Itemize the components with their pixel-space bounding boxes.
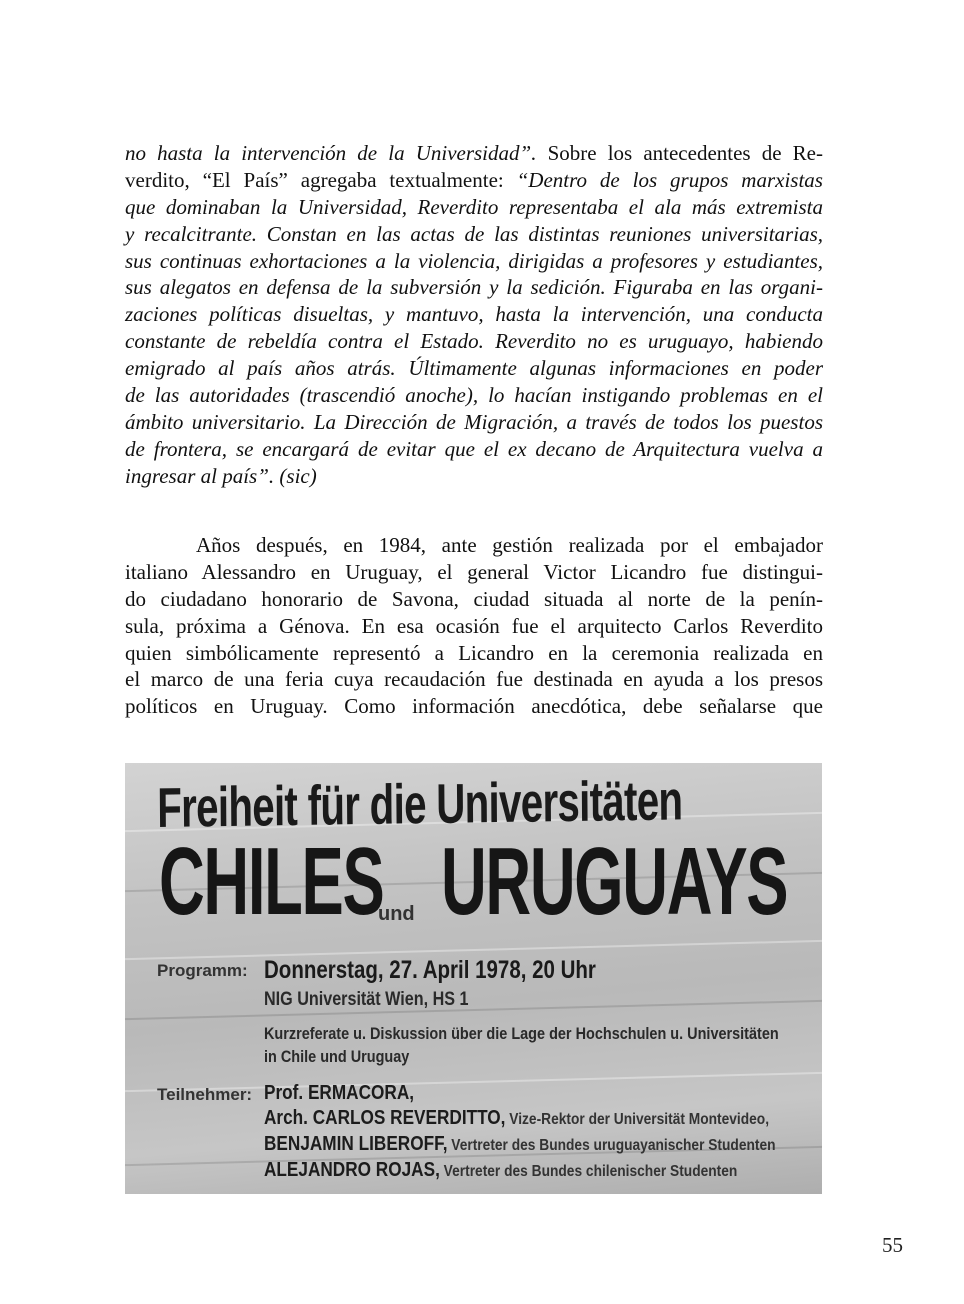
text-line: constante de rebeldía contra el Estado. Reverdito no es uruguayo, habiendo xyxy=(125,329,823,354)
poster-headline-und: und xyxy=(378,903,415,925)
poster-description: in Chile und Uruguay xyxy=(264,1047,410,1066)
text-line: zaciones políticas disueltas, y mantuvo, hasta la intervención, una conducta xyxy=(125,302,823,327)
participant-name: Arch. CARLOS REVERDITTO, xyxy=(264,1107,506,1129)
poster-teilnehmer-label: Teilnehmer: xyxy=(157,1085,253,1104)
text-line: ámbito universitario. La Dirección de Migración, a través de todos los puestos xyxy=(125,409,823,434)
text-line: sula, próxima a Génova. En esa ocasión fue el arquitecto Carlos Reverdito xyxy=(125,613,823,638)
text-line: políticos en Uruguay. Como información anecdótica, debe señalarse que xyxy=(125,694,823,719)
text-line: quien simbólicamente representó a Licandro en la ceremonia realizada en xyxy=(125,640,823,665)
poster-wrinkle xyxy=(125,999,822,1020)
text-line: el marco de una feria cuya recaudación fue destinada en ayuda a los presos xyxy=(125,667,823,692)
poster-venue: NIG Universität Wien, HS 1 xyxy=(264,989,469,1010)
poster-photo xyxy=(125,763,822,1194)
text-line: sus alegatos en defensa de la subversión y la sedición. Figuraba en las organi- xyxy=(125,275,823,300)
poster-headline-chiles: CHILES xyxy=(159,828,384,935)
text-line: de frontera, se encargará de evitar que el ex decano de Arquitectura vuelva a xyxy=(125,436,823,461)
participant-name: BENJAMIN LIBEROFF, xyxy=(264,1133,448,1155)
poster-title: Freiheit für die Universitäten xyxy=(157,768,683,839)
poster-participant xyxy=(264,1159,737,1182)
text-line xyxy=(125,167,823,194)
text-line: italiano Alessandro en Uruguay, el general Victor Licandro fue distingui- xyxy=(125,559,823,584)
text-line: de las autoridades (trascendió anoche), lo hacían instigando problemas en el xyxy=(125,383,823,408)
body-paragraph xyxy=(125,532,823,720)
narrative-fragment: Sobre los antecedentes de Re- xyxy=(536,141,823,165)
narrative-fragment: verdito, “El País” agregaba textualmente: xyxy=(125,167,517,192)
quote-fragment: “Dentro de los grupos marxistas xyxy=(516,167,823,192)
participant-role: Vize-Rektor der Universität Montevideo, xyxy=(505,1111,770,1128)
text-line: ingresar al país”. (sic) xyxy=(125,463,317,488)
page-number: 55 xyxy=(882,1233,903,1257)
text-line: sus continuas exhortaciones a la violencia, dirigidas a profesores y estudiantes, xyxy=(125,248,823,273)
text-line: que dominaban la Universidad, Reverdito representaba el ala más extremista xyxy=(125,194,823,219)
quote-block xyxy=(125,140,823,490)
text-line: Años después, en 1984, ante gestión realizada por el embajador xyxy=(196,533,823,557)
poster-headline-uruguays: URUGUAYS xyxy=(441,828,788,935)
quote-fragment: no hasta la intervención de la Universidad”. xyxy=(125,141,537,165)
participant-role: Vertreter des Bundes uruguayanischer Studenten xyxy=(447,1137,776,1154)
participant-name: ALEJANDRO ROJAS, xyxy=(264,1159,440,1181)
poster-participant xyxy=(264,1107,769,1130)
poster-participant: Prof. ERMACORA, xyxy=(264,1082,415,1104)
text-line: y recalcitrante. Constan en las actas de las distintas reuniones universitarias, xyxy=(125,221,823,246)
text-line xyxy=(125,140,823,167)
poster-description: Kurzreferate u. Diskussion über die Lage der Hochschulen u. Universitäten xyxy=(264,1024,779,1043)
participant-role: Vertreter des Bundes chilenischer Studenten xyxy=(439,1163,738,1180)
text-line: emigrado al país años atrás. Últimamente algunas informaciones en poder xyxy=(125,356,823,381)
poster-programm-label: Programm: xyxy=(157,961,248,980)
poster-date: Donnerstag, 27. April 1978, 20 Uhr xyxy=(264,956,596,984)
text-line: do ciudadano honorario de Savona, ciudad situada al norte de la penín- xyxy=(125,586,823,611)
poster-participant xyxy=(264,1133,776,1156)
